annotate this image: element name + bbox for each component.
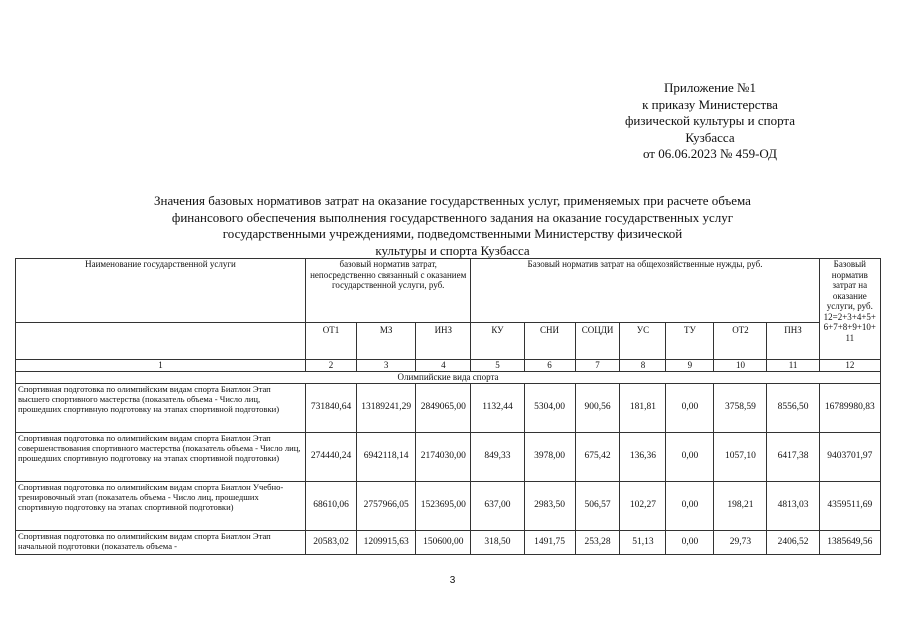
- title-line: финансового обеспечения выполнения государственного задания на оказание государственных услуг: [171, 209, 734, 225]
- column-number-row: [16, 360, 881, 372]
- service-name-cell: Спортивная подготовка по олимпийским видам спорта Биатлон Этап начальной подготовки (показатель объема -: [16, 530, 306, 554]
- service-name-cell: Спортивная подготовка по олимпийским видам спорта Биатлон Этап совершенствования спортивного мастерства (показатель объема - Число лиц, прошедших спортивную подготовку на этапах спортивной подготовки): [16, 432, 306, 481]
- subheader-empty: [16, 323, 306, 360]
- total-cost-header: [819, 259, 880, 360]
- value-cell: 198,21: [714, 481, 767, 530]
- subheader-row: [16, 323, 881, 360]
- value-cell: 4813,03: [767, 481, 819, 530]
- value-cell: 675,42: [575, 432, 620, 481]
- value-cell: 102,27: [620, 481, 666, 530]
- subheader-cell: КУ: [471, 323, 524, 360]
- value-cell: 0,00: [666, 432, 714, 481]
- service-name-cell: Спортивная подготовка по олимпийским видам спорта Биатлон Этап высшего спортивного мастерства (показатель объема - Число лиц, прошедших спортивную подготовку на этапах спортивной подготовки): [16, 383, 306, 432]
- appendix-line: к приказу Министерства: [642, 96, 778, 112]
- appendix-line: физической культуры и спорта: [624, 113, 796, 128]
- value-cell: 318,50: [471, 530, 524, 554]
- subheader-cell: ПНЗ: [767, 323, 819, 360]
- column-number: 8: [620, 360, 666, 372]
- value-cell: 849,33: [471, 432, 524, 481]
- value-cell: 3978,00: [524, 432, 575, 481]
- column-number: 1: [16, 360, 306, 372]
- table-row: [16, 481, 881, 530]
- value-cell: 637,00: [471, 481, 524, 530]
- value-cell: 506,57: [575, 481, 620, 530]
- appendix-line: от 06.06.2023 № 459-ОД: [642, 146, 778, 161]
- header-row: [16, 259, 881, 323]
- total-value-cell: 1385649,56: [819, 530, 880, 554]
- subheader-cell: УС: [620, 323, 666, 360]
- cost-norms-table: [15, 258, 881, 555]
- direct-costs-header: базовый норматив затрат, непосредственно связанный с оказанием государственной услуги, руб.: [305, 259, 470, 323]
- column-number: 6: [524, 360, 575, 372]
- document-title: [110, 193, 795, 259]
- value-cell: 1491,75: [524, 530, 575, 554]
- service-name-cell: Спортивная подготовка по олимпийским видам спорта Биатлон Учебно-тренировочный этап (показатель объема - Число лиц, прошедших спортивную подготовку на этапах спортивной подготовки): [16, 481, 306, 530]
- value-cell: 51,13: [620, 530, 666, 554]
- column-number: 12: [819, 360, 880, 372]
- title-line: государственными учреждениями, подведомственными Министерству физической: [222, 226, 683, 241]
- column-number: 11: [767, 360, 819, 372]
- value-cell: 181,81: [620, 383, 666, 432]
- general-costs-header: Базовый норматив затрат на общехозяйственные нужды, руб.: [471, 259, 819, 323]
- value-cell: 731840,64: [305, 383, 356, 432]
- value-cell: 2757966,05: [357, 481, 416, 530]
- value-cell: 0,00: [666, 530, 714, 554]
- title-line: Значения базовых нормативов затрат на оказание государственных услуг, применяемых при расчете объема: [154, 193, 751, 208]
- table-row: [16, 530, 881, 554]
- value-cell: 136,36: [620, 432, 666, 481]
- total-formula: 12=2+3+4+5+6+7+8+9+10+11: [823, 311, 877, 343]
- appendix-block: [560, 80, 860, 163]
- value-cell: 29,73: [714, 530, 767, 554]
- column-number: 2: [305, 360, 356, 372]
- value-cell: 900,56: [575, 383, 620, 432]
- column-number: 3: [357, 360, 416, 372]
- page-number: 3: [449, 575, 456, 586]
- value-cell: 1523695,00: [416, 481, 471, 530]
- subheader-cell: ТУ: [666, 323, 714, 360]
- value-cell: 5304,00: [524, 383, 575, 432]
- value-cell: 1209915,63: [357, 530, 416, 554]
- value-cell: 3758,59: [714, 383, 767, 432]
- subheader-cell: МЗ: [357, 323, 416, 360]
- value-cell: 1132,44: [471, 383, 524, 432]
- column-number: 7: [575, 360, 620, 372]
- total-value-cell: 16789980,83: [819, 383, 880, 432]
- value-cell: 2983,50: [524, 481, 575, 530]
- value-cell: 1057,10: [714, 432, 767, 481]
- value-cell: 68610,06: [305, 481, 356, 530]
- value-cell: 20583,02: [305, 530, 356, 554]
- value-cell: 13189241,29: [357, 383, 416, 432]
- value-cell: 0,00: [666, 481, 714, 530]
- section-row: [16, 371, 881, 383]
- value-cell: 2174030,00: [416, 432, 471, 481]
- subheader-cell: СНИ: [524, 323, 575, 360]
- title-line: культуры и спорта Кузбасса: [375, 242, 530, 258]
- subheader-cell: ИНЗ: [416, 323, 471, 360]
- table-row: [16, 432, 881, 481]
- appendix-line: Кузбасса: [685, 129, 735, 145]
- total-cost-label: Базовый норматив затрат на оказание услуги, руб.: [826, 259, 873, 311]
- value-cell: 274440,24: [305, 432, 356, 481]
- value-cell: 253,28: [575, 530, 620, 554]
- total-value-cell: 9403701,97: [819, 432, 880, 481]
- section-title: Олимпийские вида спорта: [16, 371, 881, 383]
- value-cell: 6942118,14: [357, 432, 416, 481]
- value-cell: 6417,38: [767, 432, 819, 481]
- column-number: 4: [416, 360, 471, 372]
- value-cell: 2406,52: [767, 530, 819, 554]
- value-cell: 150600,00: [416, 530, 471, 554]
- subheader-cell: ОТ1: [305, 323, 356, 360]
- appendix-line: Приложение №1: [664, 80, 756, 95]
- value-cell: 8556,50: [767, 383, 819, 432]
- service-name-header: Наименование государственной услуги: [16, 259, 306, 323]
- total-value-cell: 4359511,69: [819, 481, 880, 530]
- value-cell: 0,00: [666, 383, 714, 432]
- table-row: [16, 383, 881, 432]
- column-number: 5: [471, 360, 524, 372]
- column-number: 9: [666, 360, 714, 372]
- subheader-cell: ОТ2: [714, 323, 767, 360]
- column-number: 10: [714, 360, 767, 372]
- subheader-cell: СОЦДИ: [575, 323, 620, 360]
- value-cell: 2849065,00: [416, 383, 471, 432]
